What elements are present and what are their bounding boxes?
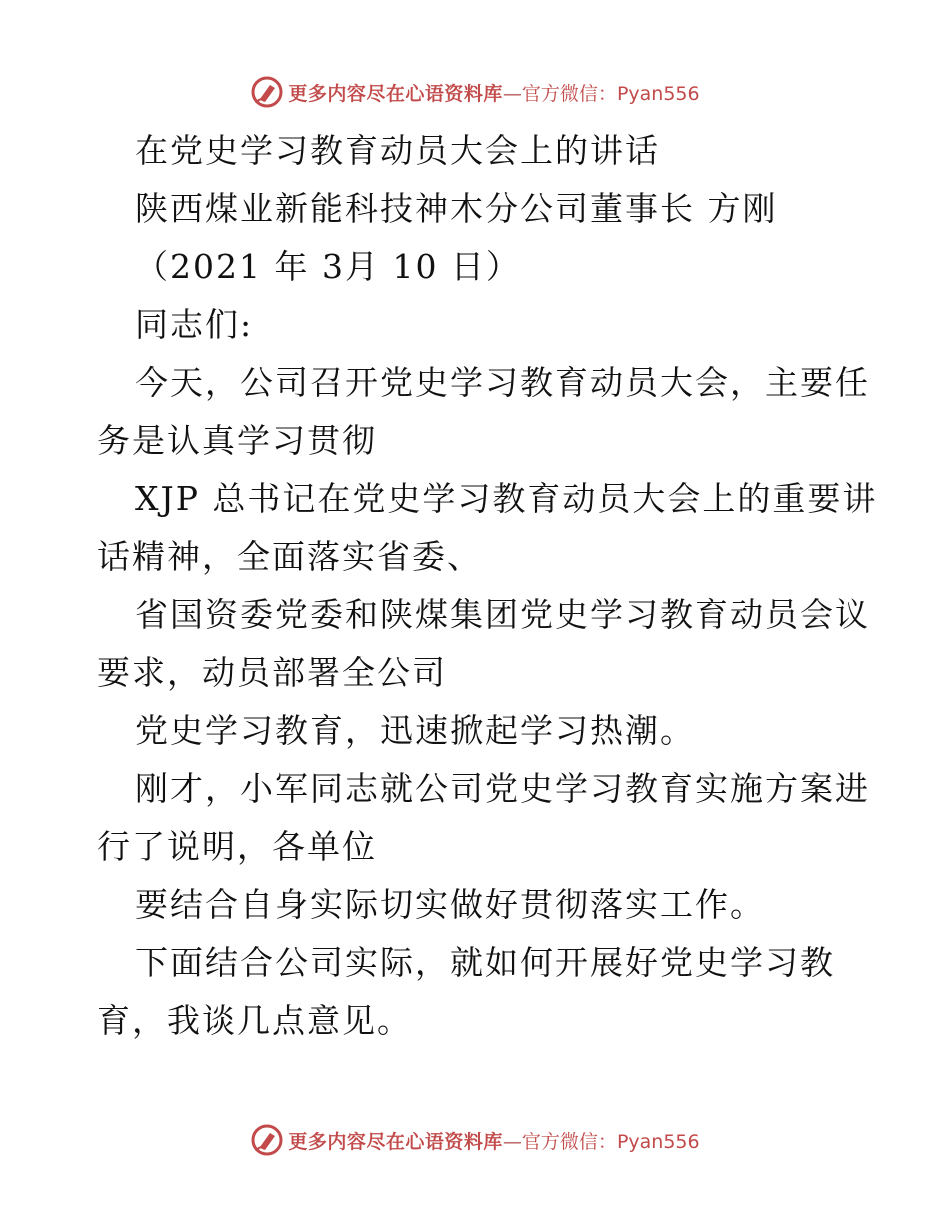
paragraph [97, 470, 878, 586]
paragraph-line: XJP 总书记在党史学习教育动员大会上的重要讲 [135, 479, 878, 518]
document-author: 陕西煤业新能科技神木分公司董事长 方刚 [135, 189, 778, 228]
watermark-text: 更多内容尽在心语资料库—官方微信：Pyan556 [288, 82, 700, 105]
paragraph-line: 话精神，全面落实省委、 [97, 537, 482, 576]
pen-nib-circle-icon [250, 75, 284, 109]
salutation: 同志们: [135, 305, 254, 344]
paragraph-line: 行了说明，各单位 [97, 827, 377, 866]
paragraph-line: 要结合自身实际切实做好贯彻落实工作。 [135, 885, 765, 924]
paragraph-line: 今天，公司召开党史学习教育动员大会，主要任 [135, 363, 870, 402]
pen-nib-circle-icon [250, 1123, 284, 1157]
paragraph-line: 育，我谈几点意见。 [97, 1001, 412, 1040]
paragraph-line: 省国资委党委和陕煤集团党史学习教育动员会议 [135, 595, 870, 634]
document-body [97, 122, 878, 1050]
paragraph-line: 下面结合公司实际，就如何开展好党史学习教 [135, 943, 835, 982]
paragraph [97, 934, 857, 1050]
paragraph-line: 务是认真学习贯彻 [97, 421, 377, 460]
watermark-header [0, 72, 950, 112]
paragraph [97, 876, 857, 934]
watermark-text: 更多内容尽在心语资料库—官方微信：Pyan556 [288, 1130, 700, 1153]
paragraph [97, 760, 870, 876]
document-date: （2021 年 3月 10 日） [135, 247, 521, 286]
paragraph [97, 702, 857, 760]
paragraph-line: 要求，动员部署全公司 [97, 653, 447, 692]
document-title: 在党史学习教育动员大会上的讲话 [135, 131, 660, 170]
paragraph [97, 354, 870, 470]
paragraph-line: 党史学习教育，迅速掀起学习热潮。 [135, 711, 695, 750]
paragraph-line: 刚才，小军同志就公司党史学习教育实施方案进 [135, 769, 870, 808]
watermark-footer [0, 1120, 950, 1160]
paragraph [97, 586, 870, 702]
